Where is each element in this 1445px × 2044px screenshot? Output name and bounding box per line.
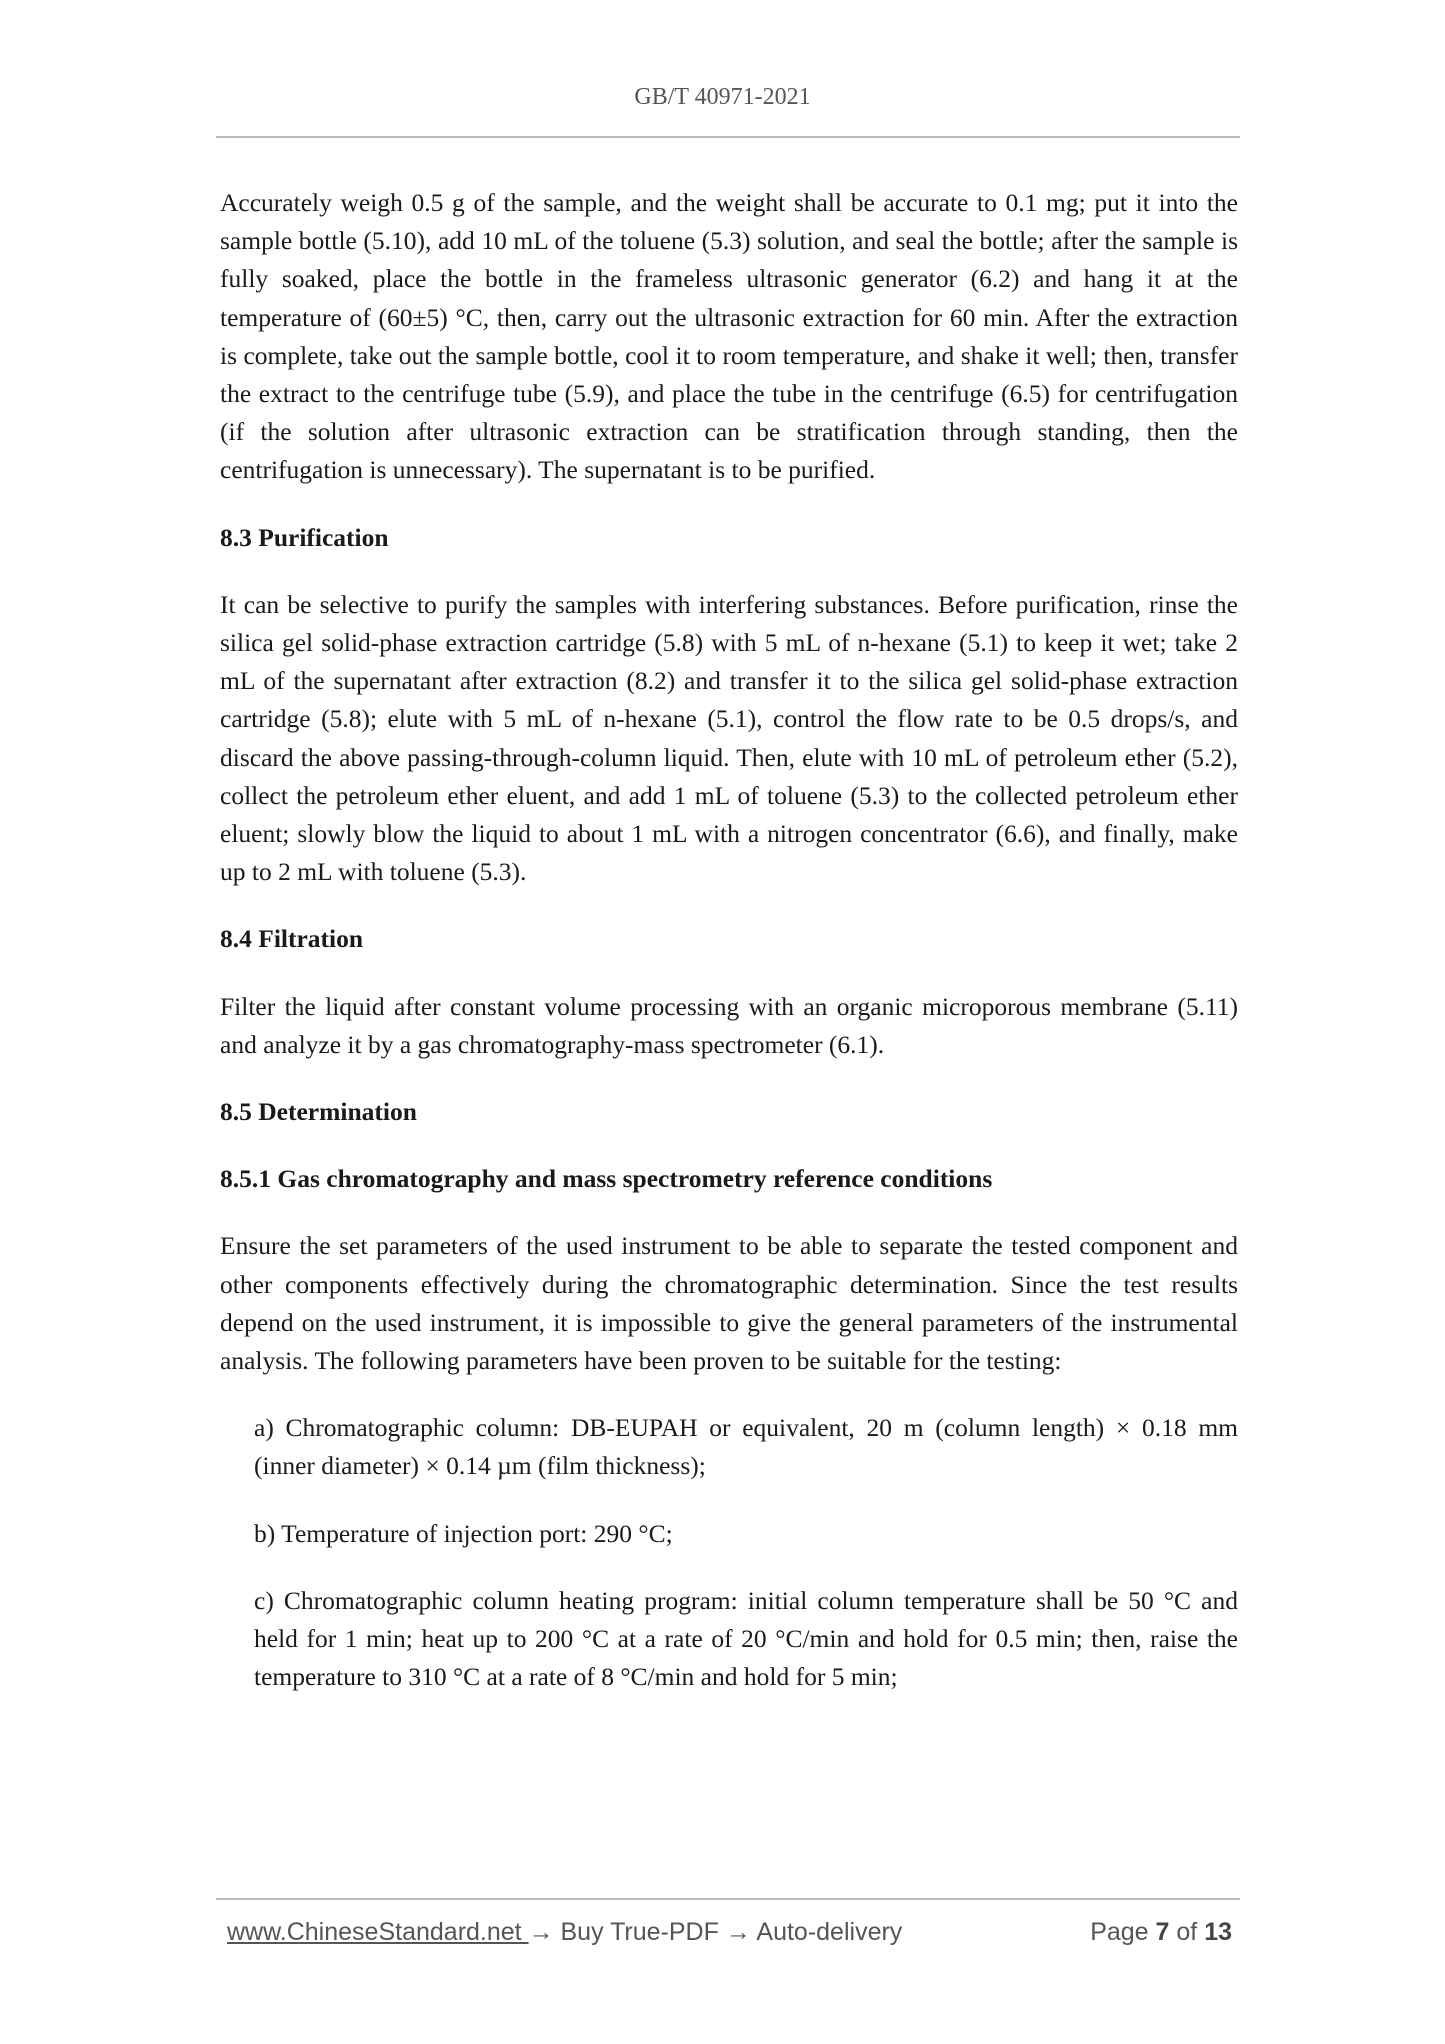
heading-8-3: 8.3 Purification <box>220 522 389 552</box>
paragraph-filtration: Filter the liquid after constant volume processing with an organic microporous membrane (5.11) and analyze it by a gas chromatography-mass spectrometer (6.1). <box>220 991 1238 1059</box>
list-item-a: a) Chromatographic column: DB-EUPAH or equivalent, 20 m (column length) × 0.18 mm (inner diameter) × 0.14 µm (film thickness); <box>254 1413 1238 1481</box>
arrow-right-icon: → <box>725 1918 751 1946</box>
page-body <box>220 184 1238 1726</box>
website-link[interactable]: www.ChineseStandard.net <box>227 1918 529 1946</box>
footer-divider <box>216 1898 1240 1900</box>
header-divider <box>216 136 1240 138</box>
heading-8-5: 8.5 Determination <box>220 1097 417 1127</box>
buy-pdf-text: Buy True-PDF <box>553 1918 726 1946</box>
auto-delivery-text: Auto-delivery <box>750 1918 903 1946</box>
heading-8-5-1: 8.5.1 Gas chromatography and mass spectrometry reference conditions <box>220 1164 993 1194</box>
paragraph-extraction: Accurately weigh 0.5 g of the sample, and the weight shall be accurate to 0.1 mg; put it into the sample bottle (5.10), add 10 mL of the toluene (5.3) solution, and seal the bottle; after the sample is fully soaked, place the bottle in the frameless ultrasonic generator (6.2) and hang it at the temperature of (60±5) °C, then, carry out the ultrasonic extraction for 60 min. After the extraction is complete, take out the sample bottle, cool it to room temperature, and shake it well; then, transfer the extract to the centrifuge tube (5.9), and place the tube in the centrifuge (6.5) for centrifugation (if the solution after ultrasonic extraction can be stratification through standing, then the centrifugation is unnecessary). The supernatant is to be purified. <box>220 188 1238 485</box>
footer <box>227 1918 1232 1947</box>
page-label: Page <box>1090 1918 1156 1946</box>
heading-8-4: 8.4 Filtration <box>220 924 364 954</box>
paragraph-purification: It can be selective to purify the samples with interfering substances. Before purification, rinse the silica gel solid-phase extraction cartridge (5.8) with 5 mL of n-hexane (5.1) to keep it wet; take 2 mL of the supernatant after extraction (8.2) and transfer it to the silica gel solid-phase extraction cartridge (5.8); elute with 5 mL of n-hexane (5.1), control the flow rate to be 0.5 drops/s, and discard the above passing-through-column liquid. Then, elute with 10 mL of petroleum ether (5.2), collect the petroleum ether eluent, and add 1 mL of toluene (5.3) to the collected petroleum ether eluent; slowly blow the liquid to about 1 mL with a nitrogen concentrator (6.6), and finally, make up to 2 mL with toluene (5.3). <box>220 589 1238 887</box>
footer-promo <box>227 1918 902 1947</box>
arrow-right-icon: → <box>528 1918 554 1946</box>
page-number <box>1090 1918 1232 1947</box>
of-label: of <box>1169 1918 1205 1946</box>
list-item-c: c) Chromatographic column heating program: initial column temperature shall be 50 °C and held for 1 min; heat up to 200 °C at a rate of 20 °C/min and hold for 0.5 min; then, raise the temperature to 310 °C at a rate of 8 °C/min and hold for 5 min; <box>254 1585 1238 1692</box>
paragraph-conditions: Ensure the set parameters of the used instrument to be able to separate the tested component and other components effectively during the chromatographic determination. Since the test results depend on the used instrument, it is impossible to give the general parameters of the instrumental analysis. The following parameters have been proven to be suitable for the testing: <box>220 1231 1238 1376</box>
document-id-header: GB/T 40971-2021 <box>634 84 811 110</box>
list-item-b: b) Temperature of injection port: 290 °C; <box>254 1518 673 1548</box>
total-pages: 13 <box>1204 1918 1232 1946</box>
current-page: 7 <box>1155 1918 1170 1946</box>
